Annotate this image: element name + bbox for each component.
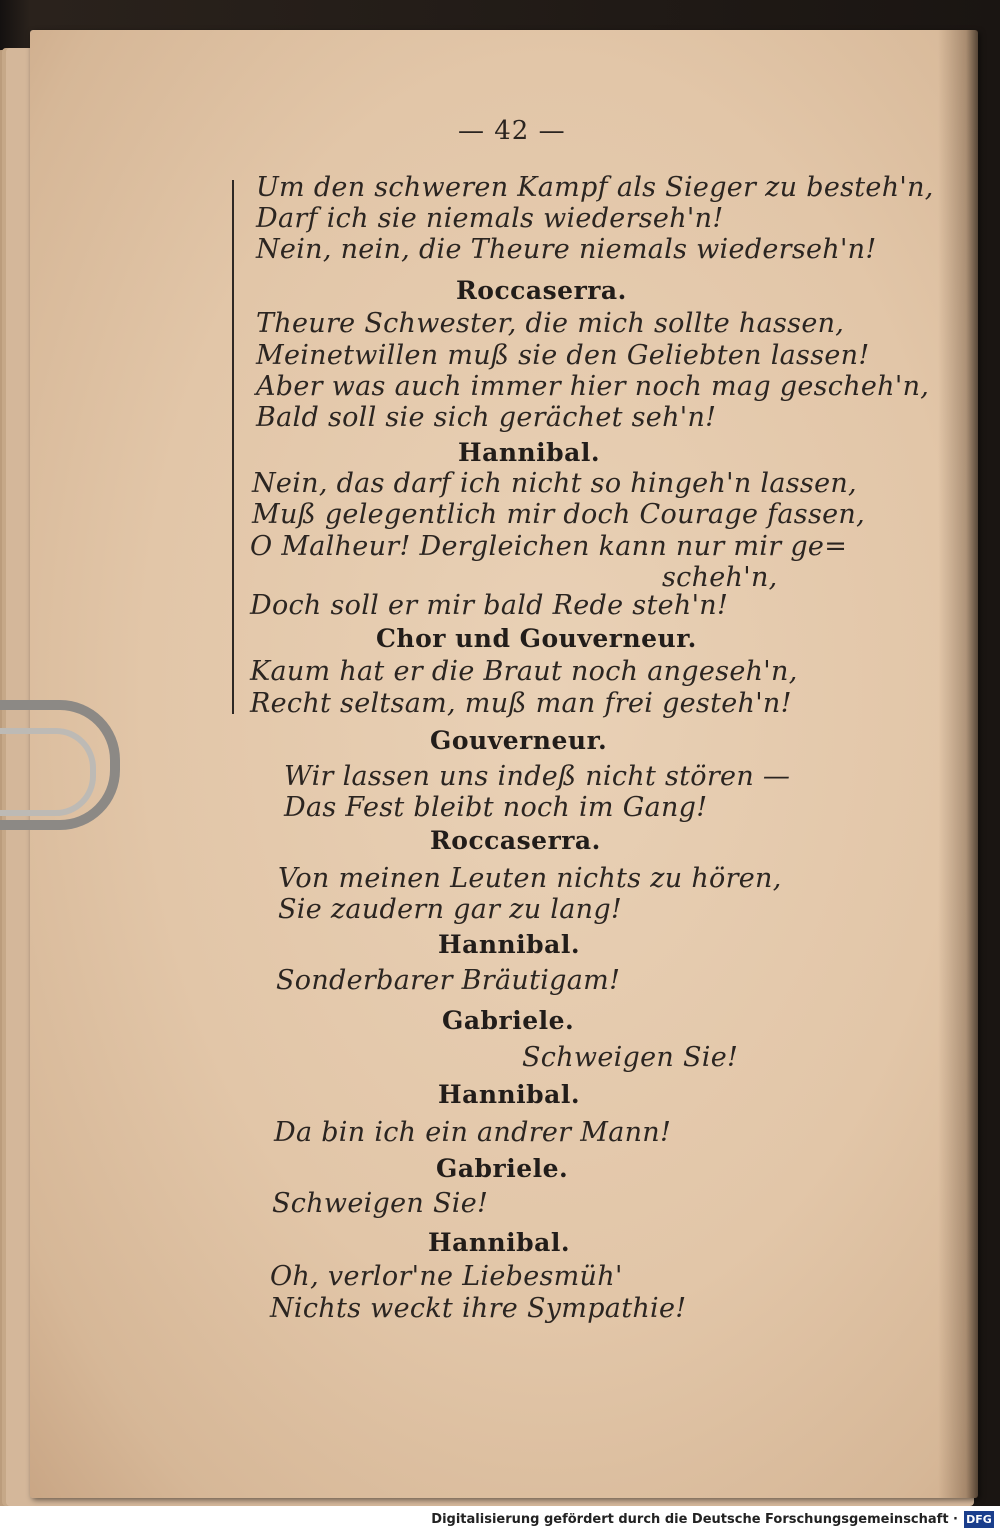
page-number: — 42 — [458,116,566,146]
verse-line: Da bin ich ein andrer Mann! [274,1117,672,1148]
funding-credit: Digitalisierung gefördert durch die Deutsche Forschungsgemeinschaft · [431,1512,958,1527]
verse-line: Schweigen Sie! [522,1042,739,1073]
verse-line: Sonderbarer Bräutigam! [276,965,621,996]
speaker-name: Chor und Gouverneur. [376,624,697,653]
verse-line: Muß gelegentlich mir doch Courage fassen, [252,499,865,530]
dfg-logo: DFG [964,1511,994,1528]
verse-line: Meinetwillen muß sie den Geliebten lassen! [256,340,870,371]
verse-line: Recht seltsam, muß man frei gesteh'n! [250,688,792,719]
verse-line: Um den schweren Kampf als Sieger zu besteh'n, [256,172,934,203]
digitization-footer [0,1506,1000,1534]
speaker-name: Gabriele. [442,1006,575,1035]
verse-line: Nein, nein, die Theure niemals wiederseh'n! [256,234,877,265]
verse-line: O Malheur! Dergleichen kann nur mir ge= [250,531,848,562]
verse-line: Darf ich sie niemals wiederseh'n! [256,203,724,234]
verse-bracket [232,180,244,714]
verse-line: Kaum hat er die Braut noch angeseh'n, [250,656,798,687]
verse-line: Schweigen Sie! [272,1188,489,1219]
speaker-name: Roccaserra. [456,276,627,305]
verse-line: Nein, das darf ich nicht so hingeh'n lassen, [252,468,857,499]
speaker-name: Roccaserra. [430,826,601,855]
verse-line: Das Fest bleibt noch im Gang! [284,792,708,823]
verse-line: Oh, verlor'ne Liebesmüh' [270,1261,623,1292]
speaker-name: Hannibal. [458,438,601,467]
paper-clip [0,700,120,830]
speaker-name: Gabriele. [436,1154,569,1183]
verse-line: Nichts weckt ihre Sympathie! [270,1293,687,1324]
verse-line: Aber was auch immer hier noch mag gescheh'n, [256,371,930,402]
book-gutter-shadow [938,30,978,1498]
speaker-name: Gouverneur. [430,726,608,755]
verse-line: Doch soll er mir bald Rede steh'n! [250,590,729,621]
verse-line: scheh'n, [662,562,778,593]
speaker-name: Hannibal. [438,930,581,959]
verse-line: Wir lassen uns indeß nicht stören — [284,761,791,792]
verse-line: Theure Schwester, die mich sollte hassen, [256,308,845,339]
verse-line: Bald soll sie sich gerächet seh'n! [256,402,717,433]
verse-line: Von meinen Leuten nichts zu hören, [278,863,782,894]
speaker-name: Hannibal. [428,1228,571,1257]
verse-line: Sie zaudern gar zu lang! [278,894,623,925]
speaker-name: Hannibal. [438,1080,581,1109]
